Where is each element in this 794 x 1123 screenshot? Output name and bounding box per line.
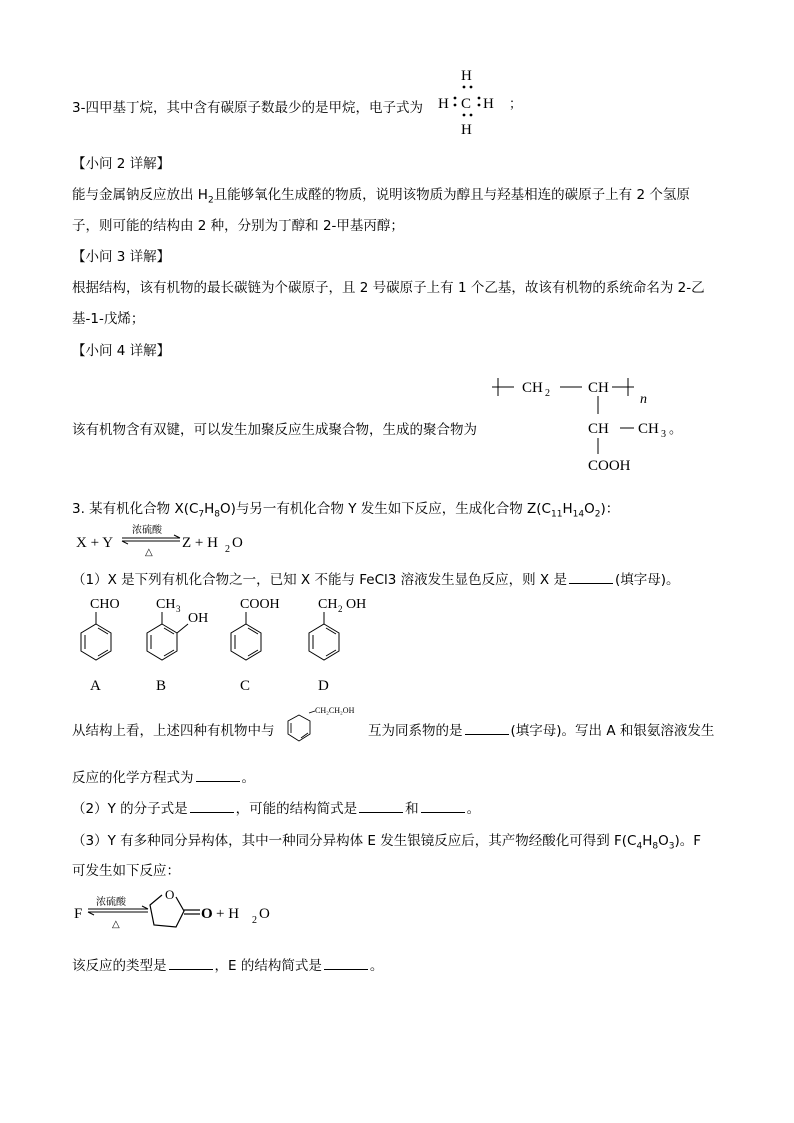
intro-a: 3. 某有机化合物 X(C	[72, 501, 199, 517]
option-c-group: COOH	[240, 597, 280, 612]
sub3-question	[72, 829, 701, 852]
homolog-line2	[72, 766, 255, 786]
methane-line	[72, 96, 423, 116]
option-b	[147, 597, 208, 694]
sub3-m2: O	[658, 833, 669, 849]
z-sub1: 11	[551, 509, 563, 520]
h-bottom: H	[461, 122, 472, 138]
last-b: ，E 的结构简式是	[214, 958, 322, 974]
catalyst: 浓硫酸	[132, 525, 162, 536]
h-left: H	[438, 96, 449, 112]
carbonyl-oxygen: O	[201, 906, 213, 922]
methane-end: ；	[509, 96, 523, 111]
sub3-a: （3）Y 有多种同分异构体，其中一种同分异构体 E 发生银镜反应后，其产物经酸化可得到 F(C	[72, 833, 637, 849]
ch-text: CH	[588, 380, 609, 396]
reaction2-catalyst: 浓硫酸	[96, 897, 126, 908]
equation-blank[interactable]	[196, 780, 240, 782]
ch2-sub: 2	[545, 388, 550, 399]
x-mid: H	[204, 501, 215, 517]
option-a-group: CHO	[90, 597, 120, 612]
homolog-c: (填字母)。写出 A 和银氨溶液发生	[510, 723, 715, 739]
q2-line1-b: 且能够氧化生成醛的物质，说明该物质为醇且与羟基相连的碳原子上有 2 个氢原	[213, 187, 690, 203]
reaction2-end: O	[259, 906, 270, 922]
homolog-b: 互为同系物的是	[368, 723, 463, 739]
problem3-intro	[72, 497, 619, 520]
option-c-letter: C	[240, 678, 251, 694]
reaction-right: Z + H	[182, 535, 218, 551]
q2-line1	[72, 183, 690, 206]
ring-oxygen: O	[165, 887, 175, 902]
reaction2-heat: △	[112, 919, 120, 930]
option-b-oh: OH	[188, 611, 209, 626]
homolog-line	[72, 719, 275, 739]
h-right: H	[483, 96, 494, 112]
q3-line2: 基-1-戊烯；	[72, 311, 145, 327]
n-subscript: n	[640, 392, 647, 407]
q2-header: 【小问 2 详解】	[72, 156, 171, 172]
side-ch-text: CH	[588, 421, 609, 437]
intro-b: O)与另一有机化合物 Y 发生如下反应，生成化合物 Z(C	[220, 501, 551, 517]
ch2-text: CH	[522, 380, 543, 396]
q3-header: 【小问 3 详解】	[72, 249, 171, 265]
option-a	[81, 597, 120, 694]
option-b-group: CH	[156, 597, 176, 612]
x-sub2: 8	[214, 509, 221, 520]
last-c: 。	[369, 958, 384, 974]
reaction-left: X + Y	[76, 535, 114, 551]
z-sub3: 2	[594, 509, 601, 520]
z-mid2: O	[584, 501, 595, 517]
homolog-line2-b: 。	[241, 770, 255, 786]
sub1-blank[interactable]	[569, 582, 613, 584]
c-atom: C	[461, 96, 472, 112]
sub2-blank2[interactable]	[359, 811, 403, 813]
z-sub2: 14	[572, 509, 585, 520]
reaction2-left: F	[74, 906, 83, 922]
q2-h2-sub: 2	[207, 195, 214, 206]
sub2-blank1[interactable]	[190, 811, 234, 813]
reaction-type-blank[interactable]	[169, 968, 213, 970]
methane-intro-text: 3-四甲基丁烷，其中含有碳原子数最少的是甲烷，电子式为	[72, 100, 423, 116]
homolog-a: 从结构上看，上述四种有机物中与	[72, 723, 275, 739]
reaction2-sub: 2	[252, 915, 257, 926]
sub3-s3: 3	[668, 841, 675, 852]
h-top: H	[461, 68, 472, 84]
last-question	[72, 954, 383, 974]
reaction-right-sub: 2	[225, 544, 230, 555]
option-d	[309, 597, 366, 694]
q3-line1: 根据结构，该有机物的最长碳链为个碳原子，且 2 号碳原子上有 1 个乙基，故该有机物的系统命名为 2-乙	[72, 280, 705, 296]
sub2-d: 。	[466, 801, 481, 817]
option-b-group-sub: 3	[176, 604, 181, 614]
option-d-group: CH	[318, 597, 338, 612]
last-a: 该反应的类型是	[72, 958, 167, 974]
option-a-letter: A	[90, 678, 101, 694]
sub3-s1: 4	[636, 841, 643, 852]
option-d-group-end: OH	[346, 597, 367, 612]
option-d-group-sub: 2	[338, 604, 343, 614]
sub2-a: （2）Y 的分子式是	[72, 801, 188, 817]
option-d-letter: D	[318, 678, 329, 694]
polymer-structure	[488, 368, 698, 478]
phenylethanol-structure	[283, 703, 367, 749]
reaction2-plus: + H	[216, 906, 240, 922]
q4-text: 该有机物含有双键，可以发生加聚反应生成聚合物，生成的聚合物为	[72, 422, 477, 438]
heat: △	[145, 547, 153, 558]
reaction-right-end: O	[232, 535, 243, 551]
homolog-line2-a: 反应的化学方程式为	[72, 770, 194, 786]
options-structures	[76, 592, 386, 694]
reaction-equation-2	[72, 883, 272, 943]
option-c	[231, 597, 280, 694]
z-mid: H	[562, 501, 573, 517]
sub1-b: (填字母)。	[614, 572, 680, 588]
sub1-question	[72, 568, 680, 588]
sub3-s2: 8	[652, 841, 659, 852]
q2-line2: 子，则可能的结构由 2 种，分别为丁醇和 2-甲基丙醇；	[72, 218, 404, 234]
ch3-text: CH	[638, 421, 659, 437]
intro-c: )：	[600, 501, 620, 517]
sub2-c: 和	[405, 801, 419, 817]
sub2-blank3[interactable]	[421, 811, 465, 813]
ch3-sub: 3	[661, 429, 666, 440]
sub1-a: （1）X 是下列有机化合物之一，已知 X 不能与 FeCl3 溶液发生显色反应，则 X 是	[72, 572, 567, 588]
phenylethanol-group: CH₂CH₂OH	[315, 706, 355, 715]
reaction-equation-1	[76, 522, 276, 558]
cooh-text: COOH	[588, 458, 631, 474]
sub2-b: ，可能的结构简式是	[235, 801, 358, 817]
q2-line1-a: 能与金属钠反应放出 H	[72, 187, 208, 203]
sub3-b: )。F	[674, 833, 702, 849]
sub2-question	[72, 797, 480, 817]
sub3-line2: 可发生如下反应：	[72, 863, 180, 879]
methane-electron-formula	[434, 64, 523, 138]
e-structure-blank[interactable]	[324, 968, 368, 970]
homolog-line-rest	[368, 719, 714, 739]
polymer-end: 。	[669, 421, 683, 436]
homolog-blank[interactable]	[465, 733, 509, 735]
q4-header: 【小问 4 详解】	[72, 343, 171, 359]
x-sub1: 7	[198, 509, 205, 520]
option-b-letter: B	[156, 678, 167, 694]
sub3-m: H	[642, 833, 653, 849]
